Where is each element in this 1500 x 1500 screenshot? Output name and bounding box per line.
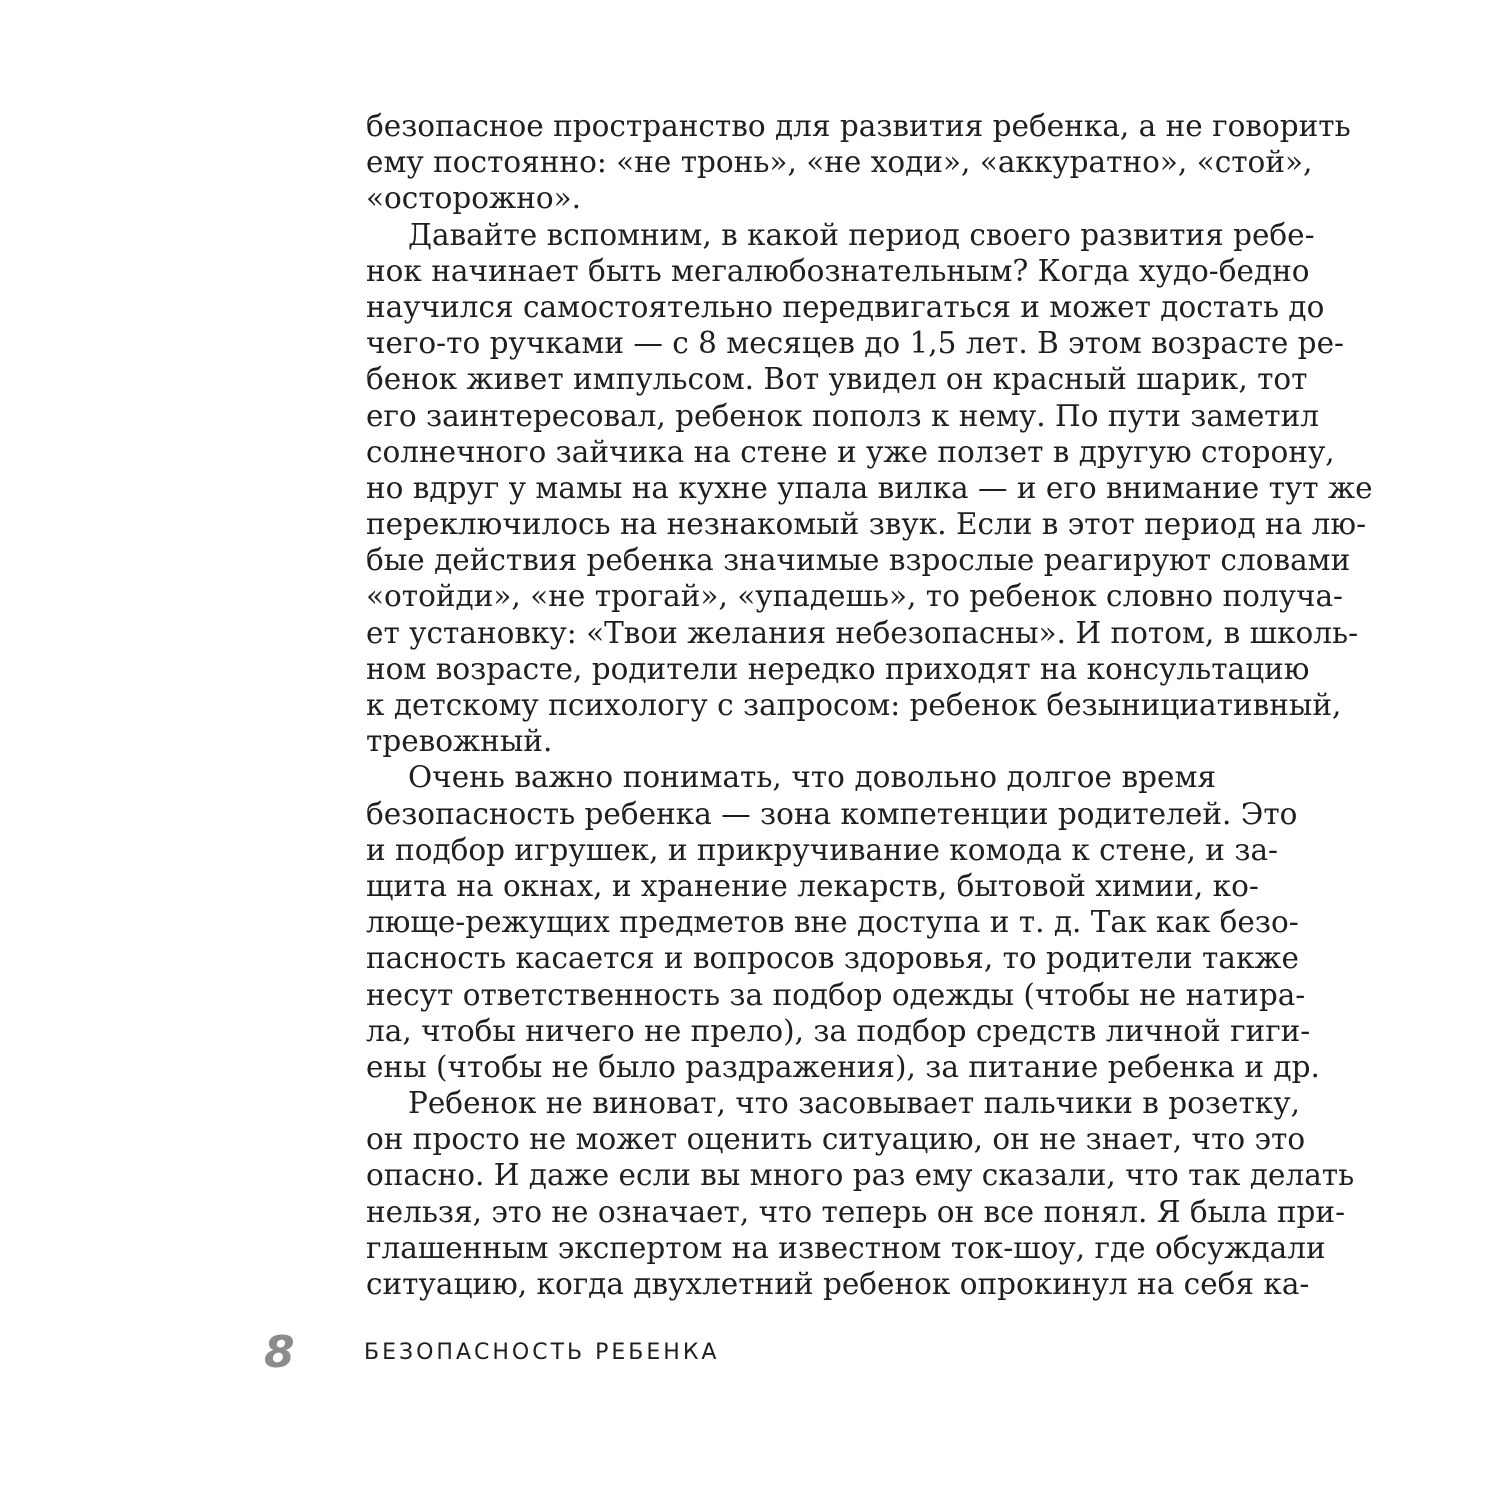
text-line: несут ответственность за подбор одежды (чтобы не натира-	[366, 977, 1306, 1012]
text-line: ситуацию, когда двухлетний ребенок опрокинул на себя ка-	[366, 1267, 1310, 1301]
text-line: переключилось на незнакомый звук. Если в этот период на лю-	[366, 507, 1367, 542]
text-line: безопасное пространство для развития ребенка, а не говорить	[366, 109, 1351, 143]
text-line: к детскому психологу с запросом: ребенок безынициативный,	[366, 688, 1342, 722]
text-line: он просто не может оценить ситуацию, он не знает, что это	[366, 1122, 1306, 1157]
text-line: «отойди», «не трогай», «упадешь», то ребенок словно получа-	[366, 579, 1344, 614]
text-line: и подбор игрушек, и прикручивание комода к стене, и за-	[366, 832, 1278, 867]
text-line: Очень важно понимать, что довольно долгое время	[408, 760, 1216, 795]
text-line: ном возрасте, родители нередко приходят на консультацию	[366, 651, 1310, 686]
text-line: ему постоянно: «не тронь», «не ходи», «аккуратно», «стой»,	[366, 145, 1313, 180]
text-line: «осторожно».	[366, 181, 582, 216]
text-line: глашенным экспертом на известном ток-шоу, где обсуждали	[366, 1230, 1326, 1265]
text-line: опасно. И даже если вы много раз ему сказали, что так делать	[366, 1158, 1355, 1193]
text-line: тревожный.	[366, 724, 553, 759]
text-line: ены (чтобы не было раздражения), за питание ребенка и др.	[366, 1049, 1320, 1084]
text-line: люще-режущих предметов вне доступа и т. д. Так как безо-	[366, 905, 1299, 940]
text-line: нельзя, это не означает, что теперь он все понял. Я была при-	[366, 1194, 1346, 1229]
text-line: нок начинает быть мегалюбознательным? Когда худо-бедно	[366, 253, 1310, 288]
running-title: БЕЗОПАСНОСТЬ РЕБЕНКА	[364, 1339, 720, 1365]
text-line: безопасность ребенка — зона компетенции родителей. Это	[366, 796, 1298, 831]
text-line: Ребенок не виноват, что засовывает пальчики в розетку,	[408, 1086, 1300, 1121]
text-line: бенок живет импульсом. Вот увидел он красный шарик, тот	[366, 362, 1308, 397]
page-number: 8	[264, 1326, 295, 1378]
text-line: чего-то ручками — с 8 месяцев до 1,5 лет. В этом возрасте ре-	[366, 326, 1344, 361]
text-line: солнечного зайчика на стене и уже ползет в другую сторону,	[366, 434, 1335, 469]
text-line: пасность касается и вопросов здоровья, то родители также	[366, 941, 1299, 976]
text-line: но вдруг у мамы на кухне упала вилка — и его внимание тут же	[366, 470, 1373, 505]
text-line: щита на окнах, и хранение лекарств, бытовой химии, ко-	[366, 868, 1259, 903]
body-text	[366, 108, 1373, 1302]
text-line: научился самостоятельно передвигаться и может достать до	[366, 289, 1325, 324]
text-line: ла, чтобы ничего не прело), за подбор средств личной гиги-	[366, 1013, 1311, 1048]
text-line: Давайте вспомним, в какой период своего развития ребе-	[408, 217, 1315, 252]
page-footer	[264, 1322, 720, 1382]
text-line: бые действия ребенка значимые взрослые реагируют словами	[366, 543, 1351, 578]
text-line: ет установку: «Твои желания небезопасны». И потом, в школь-	[366, 615, 1359, 650]
text-line: его заинтересовал, ребенок пополз к нему. По пути заметил	[366, 398, 1320, 433]
